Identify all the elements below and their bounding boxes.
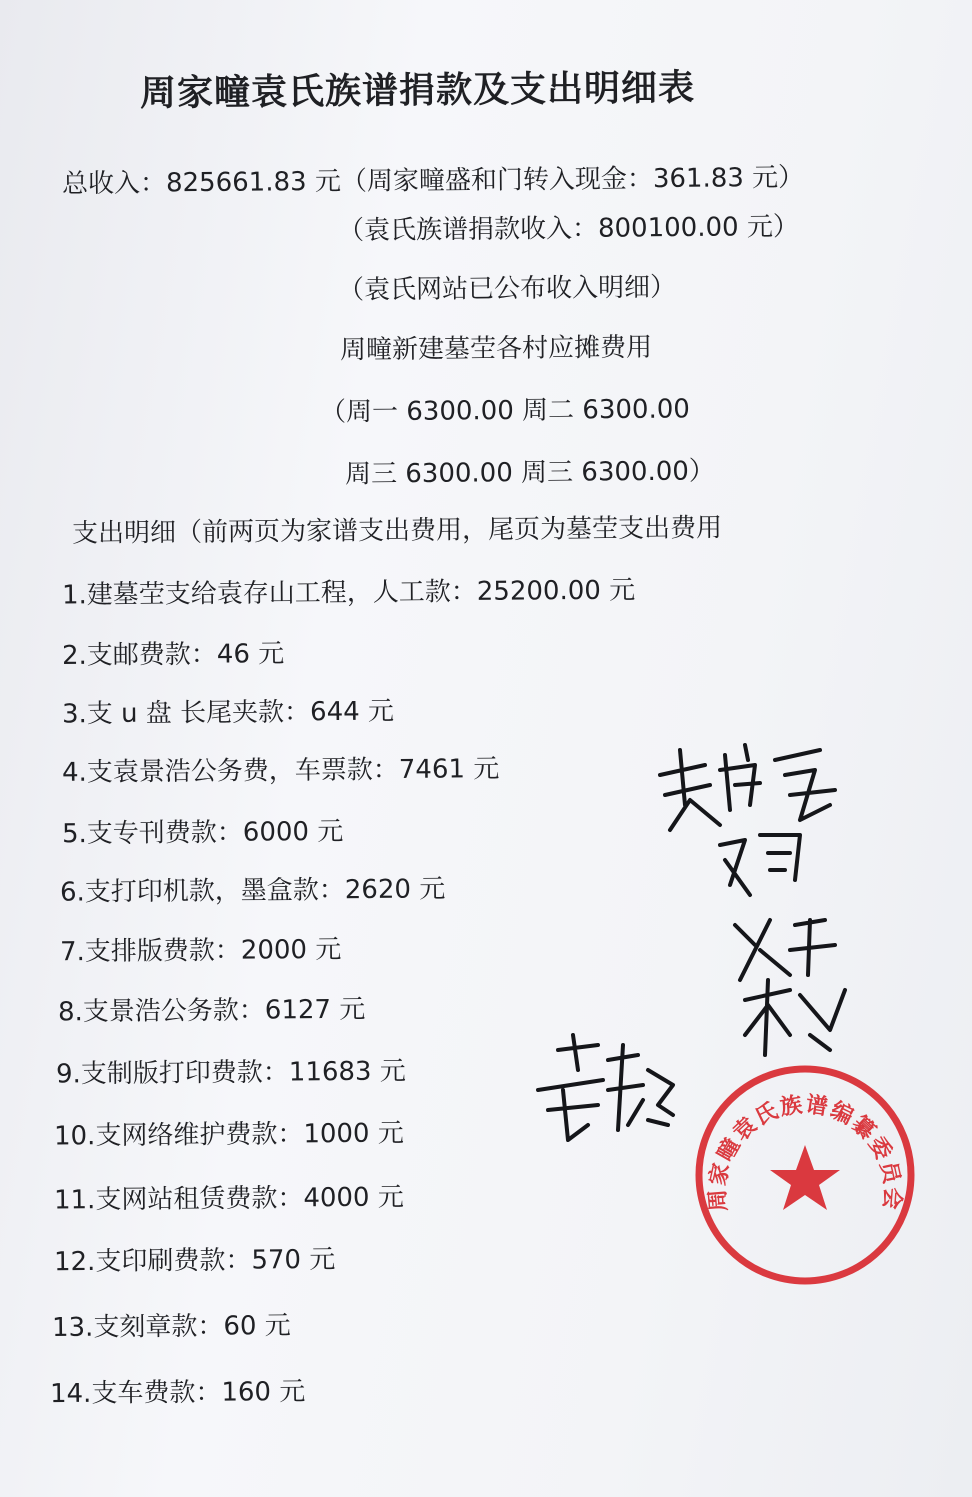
website-note-line: （袁氏网站已公布收入明细） (337, 272, 677, 306)
expense-item: 12.支印刷费款：570 元 (53, 1244, 336, 1278)
star-icon (770, 1145, 840, 1210)
expense-item: 4.支袁景浩公务费，车票款：7461 元 (61, 754, 500, 788)
villages-line-2: 周三 6300.00 周三 6300.00） (344, 456, 715, 490)
expense-item: 13.支刻章款：60 元 (51, 1310, 291, 1344)
expense-item: 8.支景浩公务款：6127 元 (57, 994, 366, 1028)
expense-item: 1.建墓茔支给袁存山工程，人工款：25200.00 元 (61, 575, 636, 611)
expense-item: 14.支车费款：160 元 (49, 1376, 306, 1410)
expense-item: 2.支邮费款：46 元 (61, 639, 285, 671)
expense-item: 11.支网站租赁费款：4000 元 (53, 1182, 404, 1216)
expense-item: 6.支打印机款，墨盒款：2620 元 (59, 874, 446, 908)
seal-text: 周家疃袁氏族谱编纂委员会 (705, 1092, 905, 1213)
total-income-line: 总收入：825661.83 元（周家疃盛和门转入现金：361.83 元） (61, 162, 805, 200)
expense-item: 9.支制版打印费款：11683 元 (55, 1056, 406, 1090)
expense-heading: 支出明细（前两页为家谱支出费用，尾页为墓茔支出费用 (71, 513, 723, 549)
expense-item: 7.支排版费款：2000 元 (59, 934, 342, 968)
donation-income-line: （袁氏族谱捐款收入：800100.00 元） (337, 211, 800, 247)
expense-item: 3.支 u 盘 长尾夹款：644 元 (61, 696, 395, 730)
villages-heading: 周疃新建墓茔各村应摊费用 (339, 332, 653, 366)
official-seal (690, 1060, 920, 1290)
expense-item: 10.支网络维护费款：1000 元 (53, 1118, 404, 1152)
handwritten-signatures (650, 735, 850, 1065)
document-title: 周家疃袁氏族谱捐款及支出明细表 (139, 67, 696, 115)
handwritten-signature-second (528, 1030, 678, 1150)
expense-item: 5.支专刊费款：6000 元 (61, 816, 344, 850)
villages-line-1: （周一 6300.00 周二 6300.00 (319, 394, 690, 428)
